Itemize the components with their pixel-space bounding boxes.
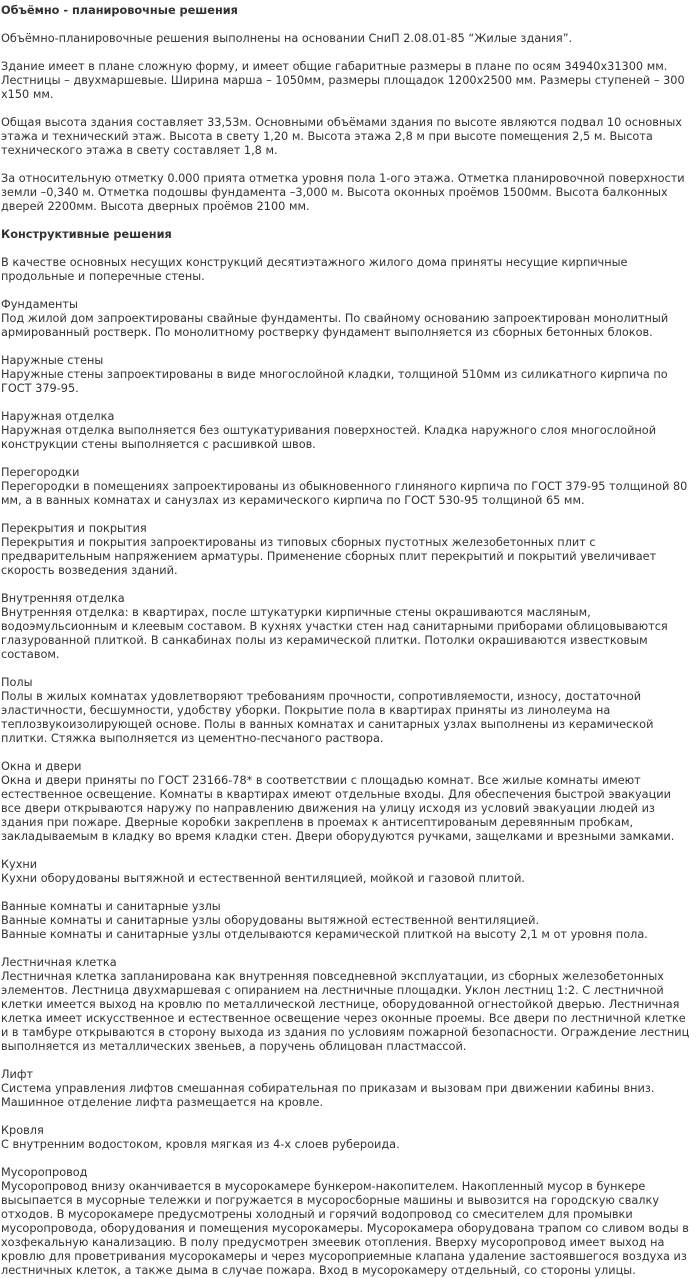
section-outer-walls	[1, 354, 693, 396]
section-garbage-chute	[1, 1166, 693, 1278]
planning-paragraph-3: Общая высота здания составляет 33,53м. Основными объёмами здания по высоте являются подвал 10 основных этажа и технический этаж. Высота в свету 1,20 м. Высота этажа 2,8 м при высоте помещения 2,5 м. Высота технического этажа в свету составляет 1,8 м.	[1, 116, 682, 157]
partitions-title: Перегородки	[1, 466, 80, 479]
kitchens-text: Кухни оборудованы вытяжной и естественной вентиляцией, мойкой и газовой плитой.	[1, 872, 526, 885]
heading-structural: Конструктивные решения	[1, 228, 172, 241]
stairwell-title: Лестничная клетка	[1, 956, 117, 969]
floors-title: Полы	[1, 676, 33, 689]
floors-roofs-title: Перекрытия и покрытия	[1, 522, 147, 535]
bathrooms-text-1: Ванные комнаты и санитарные узлы оборудованы вытяжной естественной вентиляцией.	[1, 914, 540, 927]
section-elevator	[1, 1068, 693, 1110]
section-inner-finish	[1, 592, 693, 662]
section-kitchens	[1, 858, 693, 886]
floors-text: Полы в жилых комнатах удовлетворяют требованиям прочности, сопротивляемости, износу, достаточной эластичности, бесшумности, удобству уборки. Покрытие пола в квартирах приняты из линолеума на теплозвукоизолирующей основе. Полы в ванных комнатах и санитарных узлах выполнены из керамической плитки. Стяжка выполняется из цементно-песчаного раствора.	[1, 690, 654, 745]
windows-doors-text: Окна и двери приняты по ГОСТ 23166-78* в соответствии с площадью комнат. Все жилые комнаты имеют естественное освещение. Комнаты в квартирах имеют отдельные входы. Для обеспечения быстрой эвакуации все двери открываются наружу по направлению движения на улицу исходя из условий эвакуации людей из здания при пожаре. Дверные коробки закрепленв в проемах к антисептированым деревянным пробкам, закладываемым в кладку во время кладки стен. Двери оборудуются ручками, защелками и врезными замками.	[1, 774, 675, 843]
section-roof	[1, 1124, 693, 1152]
roof-title: Кровля	[1, 1124, 44, 1137]
kitchens-title: Кухни	[1, 858, 38, 871]
bathrooms-title: Ванные комнаты и санитарные узлы	[1, 900, 221, 913]
floors-roofs-text: Перекрытия и покрытия запроектированы из типовых сборных пустотных железобетонных плит с предварительным напряжением арматуры. Применение сборных плит перекрытий и покрытий увеличивает скорость возведения зданий.	[1, 536, 657, 577]
garbage-chute-title: Мусоропровод	[1, 1166, 88, 1179]
heading-planning: Объёмно - планировочные решения	[1, 4, 238, 17]
bathrooms-text-2: Ванные комнаты и санитарные узлы отделываются керамической плиткой на высоту 2,1 м от уровня пола.	[1, 928, 648, 941]
section-windows-doors	[1, 760, 693, 844]
planning-paragraph-1: Объёмно-планировочные решения выполнены на основании СниП 2.08.01-85 “Жилые здания”.	[1, 32, 573, 45]
foundations-title: Фундаменты	[1, 298, 78, 311]
structural-intro: В качестве основных несущих конструкций десятиэтажного жилого дома приняты несущие кирпичные продольные и поперечные стены.	[1, 256, 628, 283]
outer-finish-text: Наружная отделка выполняется без оштукатуривания поверхностей. Кладка наружного слоя многослойной конструкции стены выполняется с расшивкой швов.	[1, 424, 657, 451]
elevator-title: Лифт	[1, 1068, 34, 1081]
partitions-text: Перегородки в помещениях запроектированы из обыкновенного глиняного кирпича по ГОСТ 379-95 толщиной 80 мм, а в ванных комнатах и санузлах из керамического кирпича по ГОСТ 530-95 толщиной 65 мм.	[1, 480, 688, 507]
garbage-chute-text: Мусоропровод внизу оканчивается в мусорокамере бункером-накопителем. Накопленный мусор в бункере высыпается в мусорные тележки и погружается в мусоросборные машины и вывозится на городскую свалку отходов. В мусорокамере предусмотрены холодный и горячий водопровод со смесителем для промывки мусоропровода, оборудования и помещения мусорокамеры. Мусорокамера оборудована трапом со сливом воды в хозфекальную канализацию. В полу предусмотрен змеевик отопления. Вверху мусоропровод имеет выход на кровлю для проветривания мусорокамеры и через мусороприемные клапана удаление застоявшегося воздуха из лестничных клеток, а также дымa в случае пожара. Вход в мусорокамеру отдельный, со стороны улицы.	[1, 1180, 689, 1277]
planning-paragraph-4: За относительную отметку 0.000 прията отметка уровня пола 1-ого этажа. Отметка планировочной поверхности земли –0,340 м. Отметка подошвы фундамента –3,000 м. Высота оконных проёмов 1500мм. Высота балконных дверей 2200мм. Высота дверных проёмов 2100 мм.	[1, 172, 685, 213]
outer-walls-text: Наружные стены запроектированы в виде многослойной кладки, толщиной 510мм из силикатного кирпича по ГОСТ 379-95.	[1, 368, 668, 395]
section-floors	[1, 676, 693, 746]
section-floors-roofs	[1, 522, 693, 578]
windows-doors-title: Окна и двери	[1, 760, 82, 773]
section-foundations	[1, 298, 693, 340]
planning-paragraph-2: Здание имеет в плане сложную форму, и имеет общие габаритные размеры в плане по осям 34940х31300 мм. Лестницы – двухмаршевые. Ширина марша – 1050мм, размеры площадок 1200х2500 мм. Размеры ступеней – 300 х150 мм.	[1, 60, 685, 101]
section-partitions	[1, 466, 693, 508]
stairwell-text: Лестничная клетка запланирована как внутренняя повседневной эксплуатации, из сборных железобетонных элементов. Лестница двухмаршевая с опиранием на лестничные площадки. Уклон лестниц 1:2. С лестничной клетки имеется выход на кровлю по металлической лестнице, оборудованной огнестойкой дверью. Лестничная клетка имеет искусственное и естественное освещение через оконные проемы. Все двери по лестничной клетке и в тамбуре открываются в сторону выхода из здания по условиям пожарной безопасности. Ограждение лестниц выполняется из металлических звеньев, а поручень облицован пластмассой.	[1, 970, 690, 1053]
inner-finish-text: Внутренняя отделка: в квартирах, после штукатурки кирпичные стены окрашиваются масляным, водоэмульсионным и клеевым составом. В кухнях участки стен над санитарными приборами облицовываются глазурованной плиткой. В санкабинах полы из керамической плитки. Потолки окрашиваются известковым составом.	[1, 606, 668, 661]
section-bathrooms	[1, 900, 693, 942]
outer-walls-title: Наружные стены	[1, 354, 104, 367]
inner-finish-title: Внутренняя отделка	[1, 592, 125, 605]
roof-text: С внутренним водостоком, кровля мягкая из 4-х слоев рубероида.	[1, 1138, 400, 1151]
outer-finish-title: Наружная отделка	[1, 410, 115, 423]
foundations-text: Под жилой дом запроектированы свайные фундаменты. По свайному основанию запроектирован монолитный армированный ростверк. По монолитному ростверку фундамент выполняется из сборных бетонных блоков.	[1, 312, 669, 339]
section-stairwell	[1, 956, 693, 1054]
section-outer-finish	[1, 410, 693, 452]
elevator-text: Система управления лифтов смешанная собирательная по приказам и вызовам при движении кабины вниз. Машинное отделение лифта размещается на кровле.	[1, 1082, 655, 1109]
